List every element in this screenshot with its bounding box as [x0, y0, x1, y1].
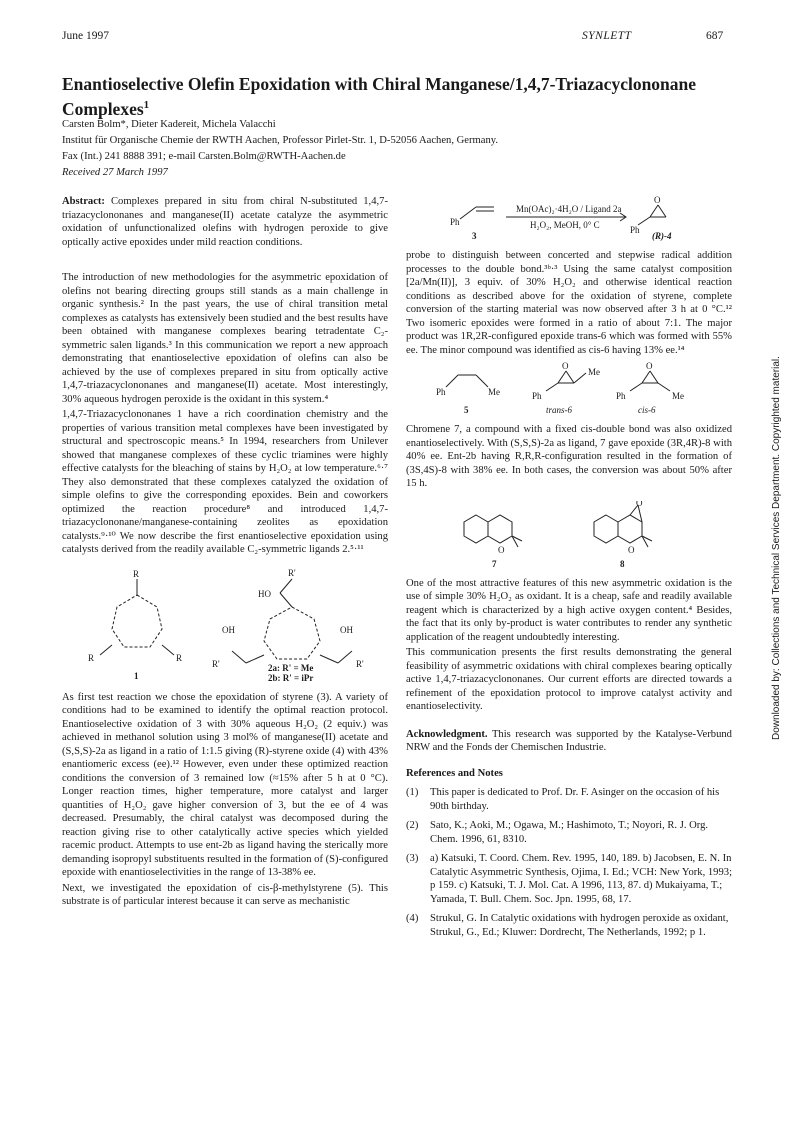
- substituent-rprime-left: R': [212, 658, 220, 669]
- ligand-structures: [62, 567, 388, 685]
- hydroxyl-top: HO: [258, 588, 271, 599]
- epoxide-phenyl: Ph: [630, 225, 640, 235]
- reference-item: (1) This paper is dedicated to Prof. Dr. F. Asinger on the occasion of his 90th birthday.: [406, 787, 720, 812]
- cis-epoxide-phenyl: Ph: [616, 391, 626, 401]
- title-footnote-mark: 1: [143, 99, 150, 111]
- author-list: Carsten Bolm*, Dieter Kadereit, Michela Valacchi: [62, 119, 276, 130]
- reagents-bottom: H₂O₂, MeOH, 0° C: [530, 220, 600, 230]
- substrate-phenyl: Ph: [436, 387, 446, 397]
- trans-epoxide-phenyl: Ph: [532, 391, 542, 401]
- right-column: [406, 195, 732, 945]
- reference-item: (4) Strukul, G. In Catalytic oxidations with hydrogen peroxide as oxidant, Strukul, G., Ed.; Kluwer: Dordrecht, The Netherlands, 1992; p 1.: [406, 913, 729, 938]
- abstract-text: Complexes prepared in situ from chiral N-substituted 1,4,7-triazacyclononanes and manganese(II) acetate catalyze the asymmetric oxidation of unfunctionalized olefins with hydrogen peroxide to give optically active epoxides under mild reaction conditions.: [62, 196, 388, 248]
- substituent-r-right: R: [176, 652, 183, 663]
- styrene-epoxidation-scheme: [406, 195, 732, 243]
- chromene-ring-oxygen: O: [628, 544, 635, 555]
- paper-title: Enantioselective Olefin Epoxidation with Chiral Manganese/1,4,7-Triazacyclononane Complexes$^1$: [62, 74, 697, 119]
- references-heading: References and Notes: [406, 767, 503, 779]
- substituent-r-left: R: [88, 652, 95, 663]
- compound-label-3: 3: [472, 231, 477, 241]
- styrene-phenyl: Ph: [450, 217, 460, 227]
- substrate-methyl: Me: [488, 387, 500, 397]
- running-header-page: 687: [706, 30, 724, 42]
- abstract: [62, 195, 388, 249]
- trans-epoxide-oxygen: O: [562, 361, 569, 371]
- acknowledgment-text: This research was supported by the Katalyse-Verbund NRW and the Fonds der Chemischen Industrie.: [406, 728, 732, 753]
- body-paragraph: This communication presents the first results demonstrating the general feasibility of asymmetric oxidations with chiral complexes bearing optically active 1,4,7-triazacyclononanes. Our current efforts are directed towards a refinement of the epoxidation protocol to improve catalyst activity and enantioselectivity.: [406, 647, 732, 712]
- reference-item: (2) Sato, K.; Aoki, M.; Ogawa, M.; Hashimoto, T.; Noyori, R. J. Org. Chem. 1996, 61, 8310.: [406, 820, 709, 845]
- compound-label-1: 1: [134, 670, 139, 681]
- substituent-rprime-top: R': [288, 567, 296, 578]
- received-date: Received 27 March 1997: [62, 167, 168, 178]
- running-header-journal: SYNLETT: [582, 30, 632, 42]
- body-paragraph: The introduction of new methodologies for the asymmetric epoxidation of olefins not bearing directing groups still stands as a main challenge in organic synthesis.² In the past years, the use of chiral transition metal complexes as catalysts has extensively been studied and the best results have been obtained with manganese complexes bearing tetradentate C₂-symmetric salen ligands.³ In this communication we report a new approach demonstrating that enantioselective epoxidation of olefins can also be achieved by the use of complexes prepared in situ from optically active 1,4,7-triazacyclononanes and manganese(II) acetate. Most interestingly, 30% aqueous hydrogen peroxide is the oxidant in this system.⁴: [62, 272, 388, 405]
- running-header-date: June 1997: [62, 30, 109, 42]
- chromene-oxygen: O: [498, 544, 505, 555]
- compound-label-8: 8: [620, 558, 625, 569]
- body-paragraph: Next, we investigated the epoxidation of cis-β-methylstyrene (5). This substrate is of particular interest because it can serve as mechanistic: [62, 882, 388, 907]
- compound-label-7: 7: [492, 558, 497, 569]
- abstract-label: Abstract:: [62, 196, 105, 207]
- compound-label-cis-6: cis-6: [638, 405, 656, 415]
- substituent-r-top: R: [133, 568, 140, 579]
- compound-label-2b: 2b: R' = iPr: [268, 672, 314, 683]
- hydroxyl-right: OH: [340, 624, 353, 635]
- compound-label-5: 5: [464, 405, 469, 415]
- cis-epoxide-oxygen: O: [646, 361, 653, 371]
- affiliation: Institut für Organische Chemie der RWTH Aachen, Professor Pirlet-Str. 1, D-52056 Aachen, Germany.: [62, 135, 499, 146]
- body-paragraph: As first test reaction we chose the epoxidation of styrene (3). A variety of conditions had to be examined to identify the optimal reaction protocol. Enantioselective oxidation of 3 with 30% aqueous H₂O₂ (2 equiv.) was achieved in methanol solution using 3 mol% of manganese(II) acetate and (S,S,S)-2a as ligand in a ratio of 1:1.5 giving (R)-styrene oxide (4) with 43% enantiomeric excess (ee).¹² However, even under these optimized reaction conditions the conversion of 3 remained low (≈15% after 5 h at 0 °C). Longer reaction times, higher temperature, more catalyst and larger quantities of H₂O₂ gave higher conversion of 3, but the ee of 4 was decreased. Presumably, the chiral catalyst was decomposed during the reaction giving rise to other catalytically active species which yielded racemic product. Attempts to use ent-2b as ligand having the sterically more demanding isopropyl substituents resulted in the formation of (S)-configured epoxide with enantioselectivities in the range of 13-38% ee.: [62, 691, 388, 878]
- body-paragraph: probe to distinguish between concerted and stepwise radical addition processes to the double bond.³ᵇ·³ Using the same catalyst composition [2a/Mn(II)], 3 equiv. of 30% H₂O₂ and otherwise identical reaction conditions as described above for the oxidation of styrene, complete conversion of the starting material was now observed after 3 h at 0 °C.¹² Two isomeric epoxides were formed in a ratio of about 7:1. The major product was 1R,2R-configured epoxide trans-6 which was formed with 55% ee. The minor compound was identified as cis-6 having 13% ee.¹⁴: [406, 250, 732, 356]
- acknowledgment: [406, 728, 732, 755]
- hydroxyl-left: OH: [222, 624, 235, 635]
- body-paragraph: Chromene 7, a compound with a fixed cis-double bond was also oxidized enantioselectively. With (S,S,S)-2a as ligand, 7 gave epoxide (3R,4R)-8 with 40% ee. Ent-2b having R,R,R-configuration resulted in the formation of (3S,4S)-8 with 38% ee. In both cases, the conversion was about 50% after 15 h.: [406, 424, 732, 489]
- epoxide-oxygen: O: [654, 195, 661, 205]
- left-column: [62, 195, 388, 919]
- reagents-top: Mn(OAc)₂·4H₂O / Ligand 2a: [516, 204, 622, 214]
- body-paragraph: One of the most attractive features of this new asymmetric oxidation is the use of simple 30% H₂O₂ as oxidant. It is a cheap, safe and readily available reagent which is characterized by a high active oxygen content.⁴ Besides, the fact that its only by-product is water contributes to render any synthetic application of the reagent undoubtedly interesting.: [406, 577, 732, 643]
- trans-epoxide-methyl: Me: [588, 367, 600, 377]
- download-watermark: Downloaded by: Collections and Technical Services Department. Copyrighted material.: [771, 356, 782, 740]
- substituent-rprime-right: R': [356, 658, 364, 669]
- reference-item: (3) a) Katsuki, T. Coord. Chem. Rev. 1995, 140, 189. b) Jacobsen, E. N. In Catalytic Asymmetric Synthesis, Ojima, I. Ed.; VCH: New York, 1993; p 159. c) Katsuki, T. J. Mol. Cat. A 1996, 113, 87. d) Mukaiyama, T.; Yamada, T. Bull. Chem. Soc. Jpn. 1995, 68, 17.: [406, 853, 733, 905]
- compound-label-2a: 2a: R' = Me: [268, 662, 314, 673]
- chromene-scheme: [406, 501, 732, 571]
- compound-label-trans-6: trans-6: [546, 405, 573, 415]
- contact-info: Fax (Int.) 241 8888 391; e-mail Carsten.Bolm@RWTH-Aachen.de: [62, 151, 346, 162]
- compound-label-4: (R)-4: [652, 231, 672, 241]
- cis-epoxide-methyl: Me: [672, 391, 684, 401]
- body-paragraph: 1,4,7-Triazacyclononanes 1 have a rich coordination chemistry and the properties of various transition metal complexes have been investigated by structural and spectroscopic means.⁵ In 1994, researchers from Unilever showed that manganese complexes of these cyclic triamines were highly effective catalysts for the bleaching of stains by H₂O₂ at low temperature.⁶·⁷ They also demonstrated that these complexes catalyzed the oxidation of simple olefins to give the corresponding epoxides. Bein and coworkers optimized the reaction procedure⁸ and introduced 1,4,7-triazacyclononane/manganese-containing zeolites as epoxidation catalysts.⁹·¹⁰ We now describe the first enantioselective epoxidation using catalysts derived from the readily available C₂-symmetric ligands 2.⁵·¹¹: [62, 409, 388, 555]
- methylstyrene-epoxide-scheme: [406, 361, 732, 417]
- chromene-epoxide-oxygen: O: [636, 500, 643, 508]
- acknowledgment-label: Acknowledgment.: [406, 728, 488, 740]
